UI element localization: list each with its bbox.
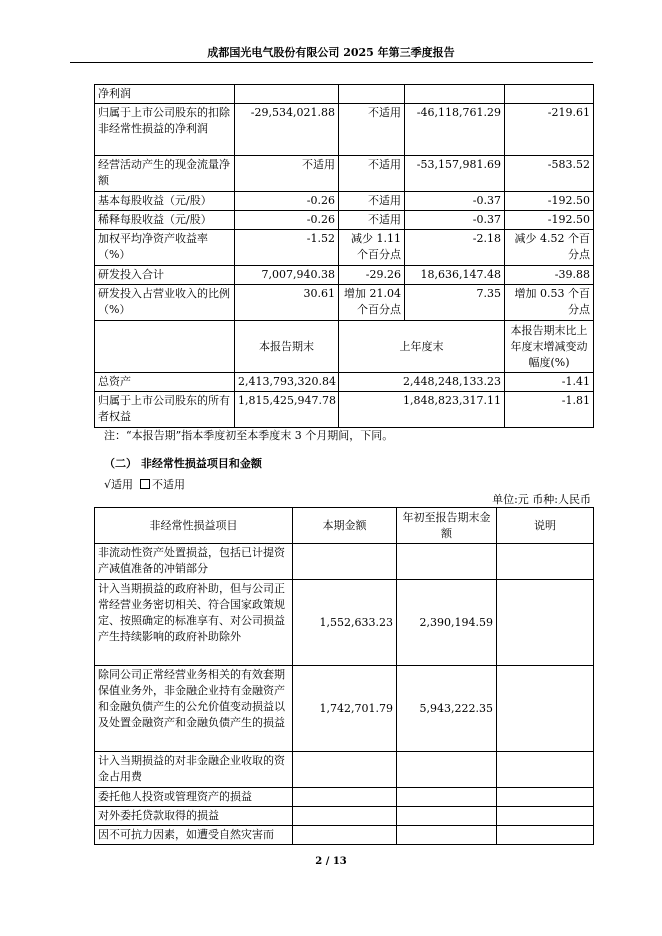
column-header: 非经常性损益项目	[95, 508, 293, 544]
cell	[397, 807, 497, 826]
applicable-label: 适用	[111, 478, 134, 491]
header-divider	[70, 62, 593, 63]
cell	[497, 807, 594, 826]
cell	[293, 807, 397, 826]
cell: 增加 0.53 个百分点	[505, 285, 594, 321]
row-label: 加权平均净资产收益率（%）	[95, 230, 235, 266]
cell: 30.61	[235, 285, 339, 321]
cell: 不适用	[235, 156, 339, 192]
cell	[293, 544, 397, 580]
row-label: 经营活动产生的现金流量净额	[95, 156, 235, 192]
cell: 不适用	[339, 211, 405, 230]
cell: -29,534,021.88	[235, 104, 339, 156]
table-row	[95, 807, 594, 826]
cell	[397, 788, 497, 807]
cell	[497, 788, 594, 807]
item-label: 除同公司正常经营业务相关的有效套期保值业务外，非金融企业持有金融资产和金融负债产生的公允价值变动损益以及处置金融资产和金融负债产生的损益	[95, 666, 293, 752]
applicability-checkboxes	[104, 476, 185, 492]
row-label: 总资产	[95, 373, 235, 392]
cell: -192.50	[505, 211, 594, 230]
cell: 2,413,793,320.84	[235, 373, 339, 392]
table-row	[95, 156, 594, 192]
table-row	[95, 788, 594, 807]
unit-currency-line: 单位:元 币种:人民币	[492, 493, 591, 506]
row-label: 归属于上市公司股东的扣除非经常性损益的净利润	[95, 104, 235, 156]
cell: 增加 21.04 个百分点	[339, 285, 405, 321]
cell: -29.26	[339, 266, 405, 285]
table-row	[95, 230, 594, 266]
non-recurring-items-table	[94, 507, 594, 845]
cell: -0.37	[405, 211, 505, 230]
cell	[497, 752, 594, 788]
table-row	[95, 85, 594, 104]
table-row	[95, 104, 594, 156]
cell: -0.26	[235, 211, 339, 230]
key-financial-data-table	[94, 84, 594, 428]
item-label: 计入当期损益的政府补助，但与公司正常经营业务密切相关、符合国家政策规定、按照确定的标准享有、对公司损益产生持续影响的政府补助除外	[95, 580, 293, 666]
cell	[397, 544, 497, 580]
cell: 减少 4.52 个百分点	[505, 230, 594, 266]
cell: 不适用	[339, 156, 405, 192]
page-number: 2 / 13	[315, 856, 347, 867]
table-header-row	[95, 508, 594, 544]
unchecked-box-icon	[140, 479, 150, 489]
cell	[235, 85, 339, 104]
cell: 7,007,940.38	[235, 266, 339, 285]
cell	[293, 752, 397, 788]
column-header: 本期金额	[293, 508, 397, 544]
row-label: 归属于上市公司股东的所有者权益	[95, 392, 235, 428]
cell: -583.52	[505, 156, 594, 192]
cell: -0.37	[405, 192, 505, 211]
cell: -46,118,761.29	[405, 104, 505, 156]
cell	[339, 85, 405, 104]
row-label: 研发投入占营业收入的比例（%）	[95, 285, 235, 321]
cell: 7.35	[405, 285, 505, 321]
item-label: 非流动性资产处置损益，包括已计提资产减值准备的冲销部分	[95, 544, 293, 580]
table-footnote: 注：“本报告期”指本季度初至本季度末 3 个月期间，下同。	[104, 429, 394, 442]
cell: -53,157,981.69	[405, 156, 505, 192]
cell: -192.50	[505, 192, 594, 211]
cell: 2,448,248,133.23	[339, 373, 505, 392]
cell: 1,815,425,947.78	[235, 392, 339, 428]
item-label: 委托他人投资或管理资产的损益	[95, 788, 293, 807]
cell	[293, 788, 397, 807]
cell: 1,552,633.23	[293, 580, 397, 666]
cell: 1,848,823,317.11	[339, 392, 505, 428]
cell: 1,742,701.79	[293, 666, 397, 752]
cell: -39.88	[505, 266, 594, 285]
cell	[397, 752, 497, 788]
table-row	[95, 826, 594, 845]
cell: -2.18	[405, 230, 505, 266]
cell	[397, 826, 497, 845]
cell	[405, 85, 505, 104]
table-row	[95, 580, 594, 666]
row-label: 基本每股收益（元/股）	[95, 192, 235, 211]
cell: -219.61	[505, 104, 594, 156]
table-row	[95, 285, 594, 321]
cell: -1.41	[505, 373, 594, 392]
cell: 2,390,194.59	[397, 580, 497, 666]
item-label: 计入当期损益的对非金融企业收取的资金占用费	[95, 752, 293, 788]
not-applicable-label: 不适用	[152, 478, 186, 491]
cell: 18,636,147.48	[405, 266, 505, 285]
cell	[497, 544, 594, 580]
cell: 5,943,222.35	[397, 666, 497, 752]
row-label: 稀释每股收益（元/股）	[95, 211, 235, 230]
cell	[293, 826, 397, 845]
column-header: 上年度末	[339, 321, 505, 373]
row-label: 研发投入合计	[95, 266, 235, 285]
table-row	[95, 266, 594, 285]
table-row	[95, 211, 594, 230]
page-header-title: 成都国光电气股份有限公司 2025 年第三季度报告	[207, 46, 455, 59]
table-subheader-row	[95, 321, 594, 373]
cell	[505, 85, 594, 104]
cell: -0.26	[235, 192, 339, 211]
cell	[95, 321, 235, 373]
cell	[497, 580, 594, 666]
item-label: 对外委托贷款取得的损益	[95, 807, 293, 826]
table-row	[95, 666, 594, 752]
column-header: 本报告期末	[235, 321, 339, 373]
checked-mark-icon: √	[104, 478, 112, 491]
cell: -1.52	[235, 230, 339, 266]
row-label: 净利润	[95, 85, 235, 104]
cell: -1.81	[505, 392, 594, 428]
table-row	[95, 752, 594, 788]
column-header: 本报告期末比上年度末增减变动幅度(%)	[505, 321, 594, 373]
column-header: 年初至报告期末金额	[397, 508, 497, 544]
cell	[497, 666, 594, 752]
section-heading: （二） 非经常性损益项目和金额	[104, 457, 262, 470]
cell: 减少 1.11 个百分点	[339, 230, 405, 266]
table-row	[95, 192, 594, 211]
column-header: 说明	[497, 508, 594, 544]
cell	[497, 826, 594, 845]
table-row	[95, 392, 594, 428]
table-row	[95, 544, 594, 580]
cell: 不适用	[339, 192, 405, 211]
table-row	[95, 373, 594, 392]
item-label: 因不可抗力因素，如遭受自然灾害而	[95, 826, 293, 845]
cell: 不适用	[339, 104, 405, 156]
